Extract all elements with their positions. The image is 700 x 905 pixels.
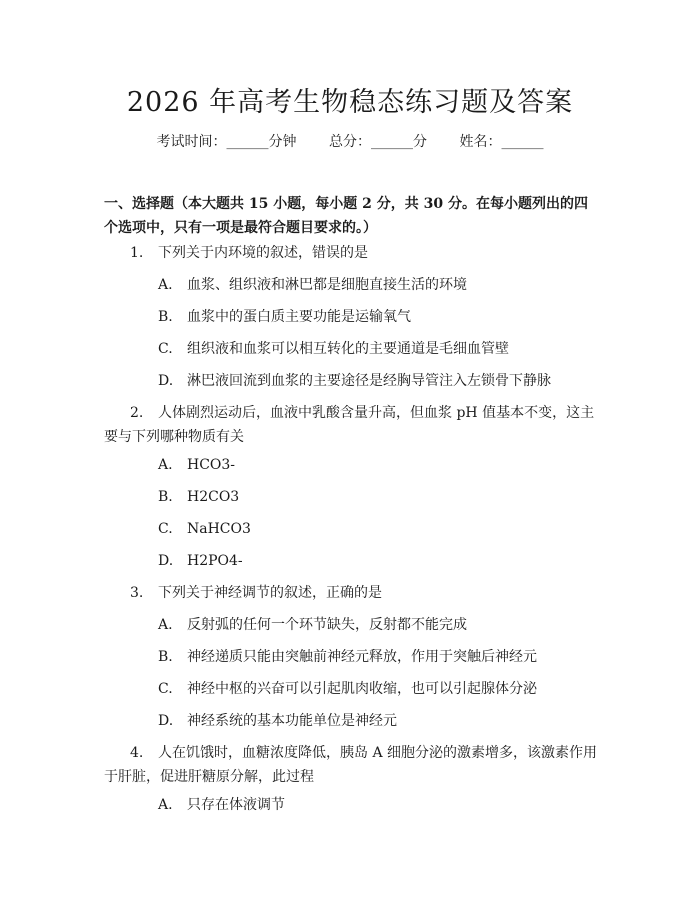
option-text: 神经中枢的兴奋可以引起肌肉收缩，也可以引起腺体分泌 xyxy=(187,681,537,697)
question-number: 3. xyxy=(130,585,144,601)
option-letter: C. xyxy=(158,681,173,697)
question-1-stem xyxy=(104,241,599,265)
option-text: NaHCO3 xyxy=(187,521,251,537)
option-text: 反射弧的任何一个环节缺失，反射都不能完成 xyxy=(187,617,467,633)
question-4-stem xyxy=(104,741,599,789)
option-text: 只存在体液调节 xyxy=(187,797,285,813)
page-title: 2026 年高考生物稳态练习题及答案 xyxy=(126,87,574,118)
question-2-stem xyxy=(104,401,599,449)
option-text: H2CO3 xyxy=(187,489,240,505)
option-text: 血浆中的蛋白质主要功能是运输氧气 xyxy=(187,309,411,325)
question-3-option-a xyxy=(158,613,598,637)
question-text: 下列关于神经调节的叙述，正确的是 xyxy=(158,585,382,601)
option-text: 神经系统的基本功能单位是神经元 xyxy=(187,713,397,729)
student-name-field: 姓名：______ xyxy=(459,134,544,150)
option-text: H2PO4- xyxy=(187,553,243,569)
option-letter: D. xyxy=(158,713,174,729)
option-letter: C. xyxy=(158,341,173,357)
question-text: 人体剧烈运动后，血液中乳酸含量升高，但血浆 pH 值基本不变，这主要与下列哪种物质有关 xyxy=(104,405,595,445)
option-text: HCO3- xyxy=(187,457,236,473)
question-2-option-c xyxy=(158,517,598,541)
section-heading: 一、选择题（本大题共 15 小题，每小题 2 分，共 30 分。在每小题列出的四个选项中，只有一项是最符合题目要求的。） xyxy=(104,196,588,236)
question-number: 2. xyxy=(130,405,144,421)
question-1-option-a xyxy=(158,273,598,297)
option-letter: A. xyxy=(158,617,173,633)
option-text: 淋巴液回流到血浆的主要途径是经胸导管注入左锁骨下静脉 xyxy=(187,373,551,389)
option-letter: A. xyxy=(158,277,173,293)
question-3-option-d xyxy=(158,709,598,733)
question-1-option-c xyxy=(158,337,598,361)
option-letter: B. xyxy=(158,489,173,505)
question-1-option-d xyxy=(158,369,598,393)
option-letter: A. xyxy=(158,457,173,473)
total-score-field: 总分：______分 xyxy=(329,134,427,150)
question-number: 4. xyxy=(130,745,144,761)
option-text: 神经递质只能由突触前神经元释放，作用于突触后神经元 xyxy=(187,649,537,665)
question-3-stem xyxy=(104,581,599,605)
option-text: 血浆、组织液和淋巴都是细胞直接生活的环境 xyxy=(187,277,467,293)
exam-meta-line xyxy=(0,131,700,151)
question-3-option-b xyxy=(158,645,598,669)
question-2-option-d xyxy=(158,549,598,573)
option-letter: D. xyxy=(158,553,174,569)
exam-time-field: 考试时间：______分钟 xyxy=(156,134,297,150)
option-letter: B. xyxy=(158,309,173,325)
question-3-option-c xyxy=(158,677,598,701)
option-text: 组织液和血浆可以相互转化的主要通道是毛细血管壁 xyxy=(187,341,509,357)
question-number: 1. xyxy=(130,245,144,261)
option-letter: A. xyxy=(158,797,173,813)
option-letter: D. xyxy=(158,373,174,389)
question-text: 人在饥饿时，血糖浓度降低，胰岛 A 细胞分泌的激素增多，该激素作用于肝脏，促进肝糖原分解，此过程 xyxy=(104,745,598,785)
question-4-option-a xyxy=(158,793,598,817)
option-letter: C. xyxy=(158,521,173,537)
option-letter: B. xyxy=(158,649,173,665)
question-text: 下列关于内环境的叙述，错误的是 xyxy=(158,245,368,261)
question-2-option-b xyxy=(158,485,598,509)
question-1-option-b xyxy=(158,305,598,329)
question-2-option-a xyxy=(158,453,598,477)
